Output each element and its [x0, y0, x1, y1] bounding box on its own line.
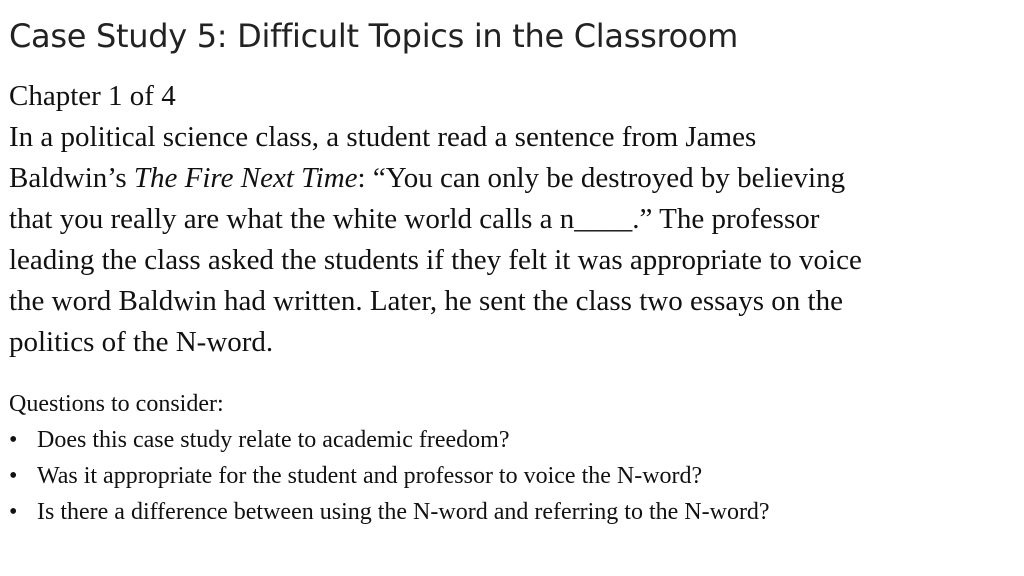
chapter-label: Chapter 1 of 4 [9, 80, 176, 112]
paragraph-line-6: politics of the N-word. [9, 326, 274, 358]
paragraph-line-2-end: : “You can only be destroyed by believing [357, 162, 846, 194]
paragraph-line-2 [9, 158, 1019, 199]
paragraph-line-4: leading the class asked the students if they felt it was appropriate to voice [9, 244, 862, 276]
case-study-body [9, 76, 1019, 363]
questions-section [9, 386, 1019, 530]
paragraph-line-1: In a political science class, a student read a sentence from James [9, 121, 757, 153]
questions-heading: Questions to consider: [9, 391, 224, 417]
bullet-icon: • [9, 499, 18, 525]
bullet-icon: • [9, 463, 18, 489]
paragraph-line-3: that you really are what the white world calls a n____.” The professor [9, 203, 820, 235]
slide-title: Case Study 5: Difficult Topics in the Classroom [9, 17, 739, 55]
paragraph-line-5: the word Baldwin had written. Later, he sent the class two essays on the [9, 285, 843, 317]
question-text: Is there a difference between using the N-word and referring to the N-word? [37, 499, 770, 525]
question-item [9, 494, 1019, 530]
question-item [9, 458, 1019, 494]
questions-list [9, 422, 1019, 530]
question-text: Was it appropriate for the student and professor to voice the N-word? [37, 463, 703, 489]
question-text: Does this case study relate to academic freedom? [37, 427, 510, 453]
paragraph-line-2-start: Baldwin’s [9, 162, 134, 194]
bullet-icon: • [9, 427, 18, 453]
book-title: The Fire Next Time [133, 162, 358, 194]
question-item [9, 422, 1019, 458]
